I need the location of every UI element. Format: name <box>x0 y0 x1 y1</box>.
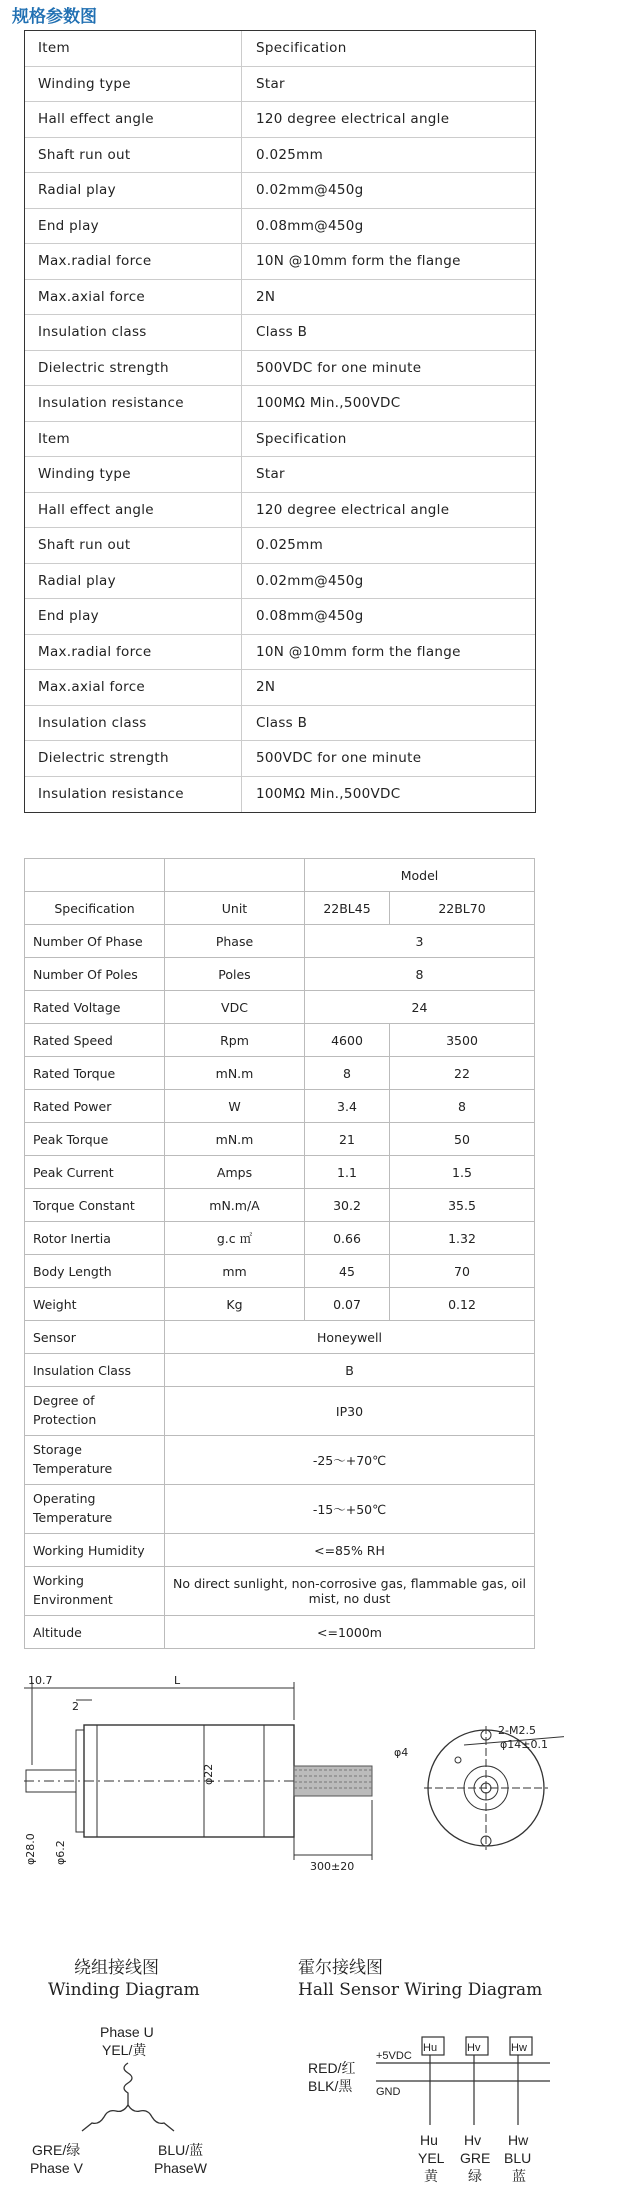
dim-10-7: 10.7 <box>28 1674 53 1687</box>
dim-phi22: φ22 <box>202 1763 215 1785</box>
param-name: Rated Voltage <box>25 991 165 1024</box>
table-row <box>25 1024 535 1057</box>
param-unit: mN.m <box>165 1123 305 1156</box>
spec-row <box>25 315 535 351</box>
spec-value: 0.08mm@450g <box>256 608 364 625</box>
dim-2m25: 2-M2.5 <box>498 1724 536 1737</box>
lv: 绿 <box>468 2168 482 2184</box>
spec-key: Insulation class <box>25 706 242 741</box>
param-value-b: 50 <box>390 1123 535 1156</box>
param-value-b: 22 <box>390 1057 535 1090</box>
motor-drawing <box>24 1660 564 1890</box>
dim-phi6: φ6.2 <box>54 1840 67 1865</box>
param-value-b: 0.12 <box>390 1288 535 1321</box>
spec-key: Dielectric strength <box>25 741 242 776</box>
spec-row <box>25 457 535 493</box>
spec-value: 0.08mm@450g <box>256 217 364 234</box>
spec-key: Winding type <box>25 67 242 102</box>
spec-row <box>25 493 535 529</box>
spec-value: 0.025mm <box>256 146 324 163</box>
page-title: 规格参数图 <box>12 7 97 27</box>
spec-row <box>25 31 535 67</box>
spec-key: Radial play <box>25 173 242 208</box>
param-value: 24 <box>305 991 535 1024</box>
hu-label: Hu <box>420 2132 438 2148</box>
param-unit: Phase <box>165 925 305 958</box>
dim-phi4: φ4 <box>394 1746 409 1759</box>
param-value-b: 35.5 <box>390 1189 535 1222</box>
param-name: Rated Power <box>25 1090 165 1123</box>
spec-key: Insulation resistance <box>25 777 242 813</box>
spec-value: 10N @10mm form the flange <box>256 253 461 270</box>
spec-value: 500VDC for one minute <box>256 750 422 767</box>
spec-row <box>25 386 535 422</box>
table-row <box>25 859 535 892</box>
spec-value: Class B <box>256 324 308 341</box>
table-row <box>25 1567 535 1616</box>
spec-value: 120 degree electrical angle <box>256 501 450 518</box>
param-name: Degree of Protection <box>25 1387 165 1436</box>
param-name: Rated Torque <box>25 1057 165 1090</box>
param-name: Rated Speed <box>25 1024 165 1057</box>
gre-en: GRE <box>460 2150 491 2166</box>
table-row <box>25 1090 535 1123</box>
table-row <box>25 1354 535 1387</box>
model-header: Model <box>305 859 535 892</box>
spec-value: 0.02mm@450g <box>256 182 364 199</box>
spec-key: Hall effect angle <box>25 493 242 528</box>
param-value: -25～+70℃ <box>165 1436 535 1485</box>
table-row <box>25 1156 535 1189</box>
spec-row <box>25 351 535 387</box>
spec-table <box>24 30 536 813</box>
spec-value: 0.025mm <box>256 537 324 554</box>
table-row <box>25 1436 535 1485</box>
gre-label: GRE/绿 <box>32 2142 81 2158</box>
param-name: Insulation Class <box>25 1354 165 1387</box>
spec-header: Specification <box>25 892 165 925</box>
param-unit: g.c ㎡ <box>165 1222 305 1255</box>
param-name: Number Of Phase <box>25 925 165 958</box>
spec-row <box>25 635 535 671</box>
param-value: 3 <box>305 925 535 958</box>
model-table <box>24 858 535 1649</box>
param-unit: mm <box>165 1255 305 1288</box>
param-value: 8 <box>305 958 535 991</box>
param-value: <=1000m <box>165 1616 535 1649</box>
param-value: Honeywell <box>165 1321 535 1354</box>
table-row <box>25 925 535 958</box>
param-unit: Amps <box>165 1156 305 1189</box>
table-row <box>25 958 535 991</box>
spec-key: Radial play <box>25 564 242 599</box>
spec-key: Shaft run out <box>25 138 242 173</box>
spec-key: Item <box>25 31 242 66</box>
param-value: No direct sunlight, non-corrosive gas, flammable gas, oil mist, no dust <box>165 1567 535 1616</box>
spec-value: Specification <box>256 430 347 447</box>
param-value: IP30 <box>165 1387 535 1436</box>
huang: 黄 <box>424 2168 438 2184</box>
yel-en: YEL <box>418 2150 445 2166</box>
param-value-b: 3500 <box>390 1024 535 1057</box>
param-value-b: 1.32 <box>390 1222 535 1255</box>
param-value-a: 3.4 <box>305 1090 390 1123</box>
spec-row <box>25 67 535 103</box>
table-row <box>25 892 535 925</box>
param-value-a: 21 <box>305 1123 390 1156</box>
param-unit: mN.m/A <box>165 1189 305 1222</box>
spec-row <box>25 777 535 813</box>
hu-box: Hu <box>423 2042 438 2054</box>
spec-row <box>25 209 535 245</box>
model-b-header: 22BL70 <box>390 892 535 925</box>
param-name: Storage Temperature <box>25 1436 165 1485</box>
spec-key: End play <box>25 209 242 244</box>
param-name: Peak Current <box>25 1156 165 1189</box>
spec-row <box>25 741 535 777</box>
spec-row <box>25 244 535 280</box>
param-value-a: 8 <box>305 1057 390 1090</box>
table-row <box>25 1321 535 1354</box>
spec-value: 0.02mm@450g <box>256 572 364 589</box>
spec-value: 2N <box>256 288 276 305</box>
hall-title-cn: 霍尔接线图 <box>298 1958 383 1978</box>
dim-2: 2 <box>72 1700 79 1713</box>
table-row <box>25 1534 535 1567</box>
wiring-diagrams <box>30 1955 620 2195</box>
hall-title-en: Hall Sensor Wiring Diagram <box>298 1980 543 2000</box>
spec-key: Max.radial force <box>25 244 242 279</box>
table-row <box>25 1057 535 1090</box>
spec-row <box>25 173 535 209</box>
param-name: Working Humidity <box>25 1534 165 1567</box>
spec-key: Winding type <box>25 457 242 492</box>
hv-label: Hv <box>464 2132 482 2148</box>
hw-label: Hw <box>508 2132 529 2148</box>
param-unit: VDC <box>165 991 305 1024</box>
table-row <box>25 1485 535 1534</box>
spec-value: 100MΩ Min.,500VDC <box>256 395 401 412</box>
spec-value: Star <box>256 466 285 483</box>
yel-label: YEL/黄 <box>102 2042 147 2058</box>
spec-value: 100MΩ Min.,500VDC <box>256 786 401 803</box>
table-row <box>25 1255 535 1288</box>
blk-label: BLK/黑 <box>308 2078 353 2094</box>
param-unit: Rpm <box>165 1024 305 1057</box>
spec-value: 120 degree electrical angle <box>256 111 450 128</box>
spec-row <box>25 528 535 564</box>
red-label: RED/红 <box>308 2060 356 2076</box>
spec-row <box>25 599 535 635</box>
param-value-a: 0.07 <box>305 1288 390 1321</box>
spec-key: Max.axial force <box>25 280 242 315</box>
phase-w: PhaseW <box>154 2160 207 2176</box>
param-unit: Poles <box>165 958 305 991</box>
spec-key: Max.axial force <box>25 670 242 705</box>
param-value-b: 1.5 <box>390 1156 535 1189</box>
spec-key: Item <box>25 422 242 457</box>
spec-key: Shaft run out <box>25 528 242 563</box>
hw-box: Hw <box>511 2042 527 2054</box>
param-value: <=85% RH <box>165 1534 535 1567</box>
param-value-a: 4600 <box>305 1024 390 1057</box>
phase-v: Phase V <box>30 2160 83 2176</box>
dim-phi14: φ14±0.1 <box>500 1738 548 1751</box>
param-name: Torque Constant <box>25 1189 165 1222</box>
blu-label: BLU/蓝 <box>158 2142 204 2158</box>
dim-300: 300±20 <box>310 1860 355 1873</box>
blu-en: BLU <box>504 2150 532 2166</box>
spec-row <box>25 138 535 174</box>
param-value: -15～+50℃ <box>165 1485 535 1534</box>
param-name: Number Of Poles <box>25 958 165 991</box>
dim-phi28: φ28.0 <box>24 1833 37 1865</box>
spec-value: Class B <box>256 714 308 731</box>
lan: 蓝 <box>512 2168 526 2184</box>
spec-row <box>25 280 535 316</box>
winding-title-cn: 绕组接线图 <box>74 1958 159 1978</box>
param-name: Working Environment <box>25 1567 165 1616</box>
dim-L: L <box>174 1674 181 1687</box>
param-value-a: 0.66 <box>305 1222 390 1255</box>
param-name: Altitude <box>25 1616 165 1649</box>
table-row <box>25 991 535 1024</box>
spec-key: Insulation resistance <box>25 386 242 421</box>
param-value-b: 70 <box>390 1255 535 1288</box>
spec-row <box>25 670 535 706</box>
table-row <box>25 1189 535 1222</box>
spec-key: Insulation class <box>25 315 242 350</box>
spec-row <box>25 706 535 742</box>
param-value-a: 45 <box>305 1255 390 1288</box>
table-row <box>25 1288 535 1321</box>
spec-key: Max.radial force <box>25 635 242 670</box>
table-row <box>25 1222 535 1255</box>
param-unit: Kg <box>165 1288 305 1321</box>
spec-value: Specification <box>256 40 347 57</box>
spec-value: 500VDC for one minute <box>256 359 422 376</box>
spec-key: Dielectric strength <box>25 351 242 386</box>
param-unit: mN.m <box>165 1057 305 1090</box>
plus5-label: +5VDC <box>376 2050 412 2062</box>
winding-title-en: Winding Diagram <box>48 1980 200 2000</box>
table-row <box>25 1387 535 1436</box>
param-name: Body Length <box>25 1255 165 1288</box>
spec-key: End play <box>25 599 242 634</box>
param-name: Peak Torque <box>25 1123 165 1156</box>
table-row <box>25 1616 535 1649</box>
param-name: Weight <box>25 1288 165 1321</box>
hv-box: Hv <box>467 2042 481 2054</box>
param-unit: W <box>165 1090 305 1123</box>
spec-row <box>25 564 535 600</box>
param-name: Rotor Inertia <box>25 1222 165 1255</box>
spec-row <box>25 422 535 458</box>
phase-u: Phase U <box>100 2024 154 2040</box>
gnd-label: GND <box>376 2086 401 2098</box>
spec-value: 2N <box>256 679 276 696</box>
model-a-header: 22BL45 <box>305 892 390 925</box>
param-value-a: 1.1 <box>305 1156 390 1189</box>
spec-value: Star <box>256 75 285 92</box>
param-name: Operating Temperature <box>25 1485 165 1534</box>
spec-row <box>25 102 535 138</box>
spec-key: Hall effect angle <box>25 102 242 137</box>
table-row <box>25 1123 535 1156</box>
param-value-a: 30.2 <box>305 1189 390 1222</box>
spec-value: 10N @10mm form the flange <box>256 643 461 660</box>
param-name: Sensor <box>25 1321 165 1354</box>
unit-header: Unit <box>165 892 305 925</box>
param-value-b: 8 <box>390 1090 535 1123</box>
param-value: B <box>165 1354 535 1387</box>
